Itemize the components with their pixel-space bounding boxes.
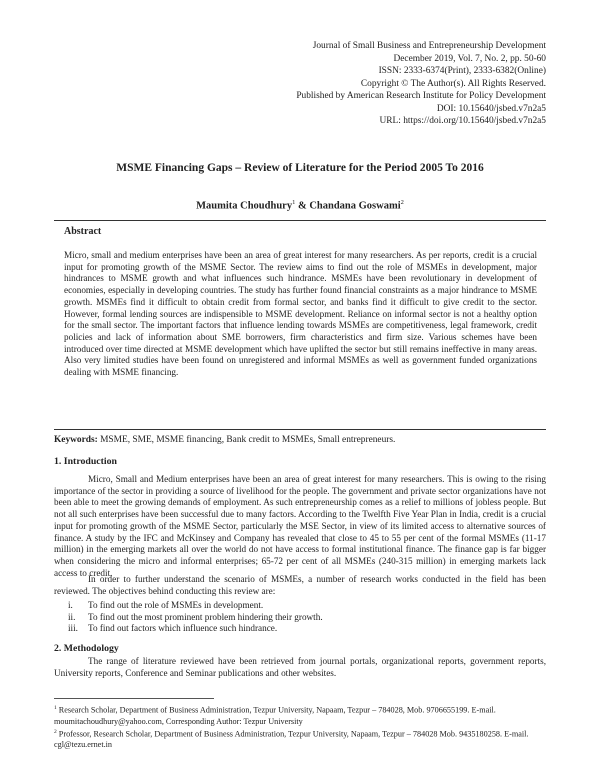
author-2-name: Chandana Goswami bbox=[309, 200, 401, 212]
list-item-text: To find out the most prominent problem hindering their growth. bbox=[88, 611, 323, 622]
footnote-1 bbox=[54, 703, 546, 727]
section-heading-introduction: 1. Introduction bbox=[54, 456, 117, 467]
copyright-line: Copyright © The Author(s). All Rights Reserved. bbox=[360, 78, 546, 89]
footnotes bbox=[54, 703, 546, 750]
list-item-text: To find out factors which influence such hindrance. bbox=[88, 623, 278, 634]
footnote-1-mark: 1 bbox=[54, 705, 57, 711]
author-1-affiliation-mark[interactable]: 1 bbox=[292, 199, 296, 206]
introduction-paragraph-2: In order to further understand the scenario of MSMEs, a number of research works conducted in the field has been reviewed. The objectives behind conducting this review are: bbox=[54, 574, 546, 596]
journal-issn: ISSN: 2333-6374(Print), 2333-6382(Online) bbox=[378, 66, 546, 76]
author-separator: & bbox=[295, 200, 310, 212]
list-item bbox=[54, 612, 546, 624]
paper-title: MSME Financing Gaps – Review of Literature for the Period 2005 To 2016 bbox=[116, 162, 484, 174]
introduction-paragraph-1: Micro, Small and Medium enterprises have been an area of great interest for many researchers. This is owing to the rising importance of the sector in providing a source of livelihood for the people. The government and private sector organizations have not been able to meet the growing demands of employment. As such entrepreneurship comes as a relief to millions of jobless people. But not all such enterprises have been successful due to many factors. According to the Twelfth Five Year Plan in India, credit is a crucial input for promoting growth of the MSME Sector, particularly the MSE Sector, in view of its limited access to alternative sources of finance. A study by the IFC and McKinsey and Company has revealed that close to 45 to 55 per cent of the formal MSMEs (11-17 million) in the emerging markets all over the world do not have access to formal institutional finance. The finance gap is far bigger when considering the micro and informal enterprises; 65-72 per cent of all MSMEs (240-315 million) in emerging markets lack access to credit. bbox=[54, 474, 546, 578]
section-heading-methodology: 2. Methodology bbox=[54, 643, 119, 654]
footnote-2-text: Professor, Research Scholar, Department of Business Administration, Tezpur University, Napaam, Tezpur – 784028 Mob. 9435180258. E-mail. cgl@tezu.ernet.in bbox=[54, 729, 529, 750]
journal-name: Journal of Small Business and Entrepreneurship Development bbox=[312, 41, 546, 51]
list-item-text: To find out the role of MSMEs in development. bbox=[88, 600, 264, 610]
footnote-2-mark: 2 bbox=[54, 728, 57, 735]
list-item bbox=[54, 623, 546, 635]
keywords-text: MSME, SME, MSME financing, Bank credit to MSMEs, Small entrepreneurs. bbox=[97, 435, 396, 445]
list-item-number: i. bbox=[68, 600, 73, 610]
doi-line: DOI: 10.15640/jsbed.v7n2a5 bbox=[436, 103, 546, 114]
list-item-number: iii. bbox=[68, 623, 78, 634]
journal-issue: December 2019, Vol. 7, No. 2, pp. 50-60 bbox=[393, 53, 546, 64]
abstract-top-rule bbox=[54, 220, 546, 221]
footnote-1-text: Research Scholar, Department of Business Administration, Tezpur University, Napaam, Tezpur – 784028, Mob. 9706655199. E-mail. moumitachoudhury@yahoo.com, Corresponding Author: Tezpur University bbox=[54, 705, 496, 726]
abstract-heading: Abstract bbox=[64, 226, 102, 237]
author-2-affiliation-mark[interactable]: 2 bbox=[400, 199, 404, 206]
list-item-number: ii. bbox=[68, 611, 76, 622]
keywords-label: Keywords: bbox=[54, 435, 98, 445]
author-line bbox=[0, 199, 600, 212]
author-1-name: Maumita Choudhury bbox=[196, 200, 293, 212]
journal-header bbox=[166, 40, 546, 128]
url-link[interactable]: URL: https://doi.org/10.15640/jsbed.v7n2a5 bbox=[379, 116, 546, 126]
abstract-text: Micro, small and medium enterprises have been an area of great interest for many researchers. As per reports, credit is a crucial input for promoting growth of the MSME Sector. The review aims to find out the role of MSMEs in development, major hindrances to MSME growth and what influences such hindrance. MSMEs have been revolutionary in development of economies, especially in developing countries. The study has further found financial constraints as a major hindrance to MSME growth. MSMEs find it difficult to obtain credit from formal sector, and banks find it difficult to give credit to the sector. However, formal lending sources are indispensible to MSME development. Reliance on informal sector is not a healthy option for the small sector. The important factors that influence lending towards MSMEs are competitiveness, legal framework, credit policies and lack of information about SME borrowers, firm characteristics and firm size. Various schemes have been introduced over time directed at MSME development which have uplifted the sector but still remains ineffective in many areas. Also very limited studies have been found on unregistered and informal MSMEs as well as government funded organizations dealing with MSME financing. bbox=[64, 250, 537, 378]
methodology-paragraph-1: The range of literature reviewed have been retrieved from journal portals, organizational reports, government reports, University reports, Conference and Seminar publications and other websites. bbox=[54, 656, 546, 678]
footnote-rule bbox=[54, 698, 214, 699]
objectives-list bbox=[54, 600, 546, 635]
list-item bbox=[54, 600, 546, 612]
abstract-bottom-rule bbox=[54, 429, 546, 430]
footnote-2 bbox=[54, 727, 546, 751]
keywords-line bbox=[54, 435, 546, 445]
publisher-line: Published by American Research Institute for Policy Development bbox=[296, 91, 546, 101]
